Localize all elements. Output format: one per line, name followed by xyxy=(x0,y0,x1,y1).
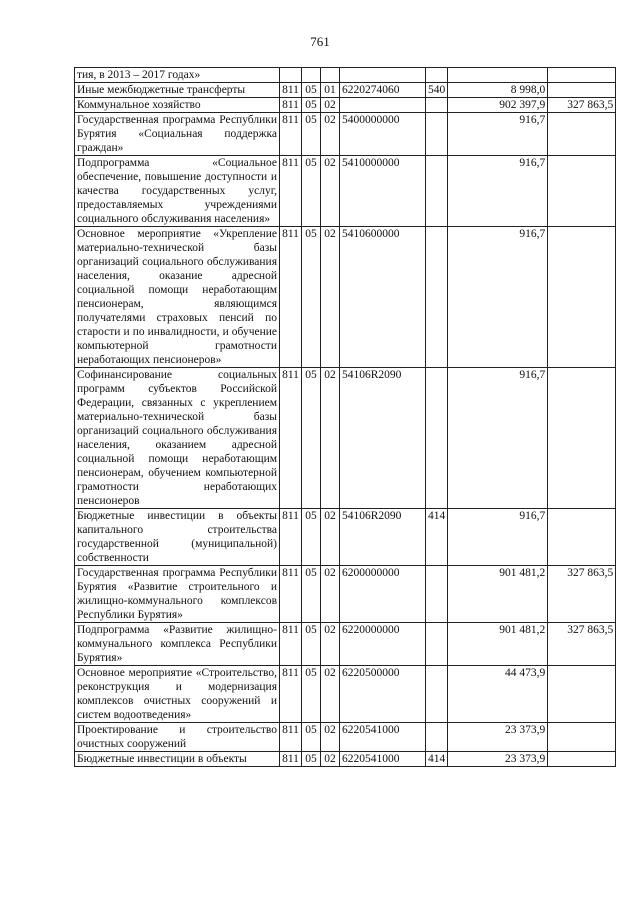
target-article-cell: 6220274060 xyxy=(340,83,426,98)
amount-year1-cell: 916,7 xyxy=(448,227,548,368)
section-code-cell xyxy=(302,68,321,83)
ved-code-cell: 811 xyxy=(280,83,302,98)
ved-code-cell: 811 xyxy=(280,113,302,156)
row-name-cell: Основное мероприятие «Строительство, реконструкция и модернизация комплексов очистных сооружений и систем водоотведения» xyxy=(75,666,280,723)
table-row xyxy=(75,227,616,368)
expense-type-cell xyxy=(426,156,448,227)
target-article-cell: 6220000000 xyxy=(340,623,426,666)
target-article-cell: 6220541000 xyxy=(340,723,426,752)
amount-year2-cell xyxy=(548,68,616,83)
subsection-code-cell: 02 xyxy=(321,227,340,368)
row-name-cell: тия, в 2013 – 2017 годах» xyxy=(75,68,280,83)
target-article-cell xyxy=(340,68,426,83)
amount-year1-cell: 916,7 xyxy=(448,368,548,509)
ved-code-cell: 811 xyxy=(280,723,302,752)
subsection-code-cell: 02 xyxy=(321,509,340,566)
amount-year1-cell: 8 998,0 xyxy=(448,83,548,98)
ved-code-cell: 811 xyxy=(280,623,302,666)
row-name-cell: Основное мероприятие «Укрепление материально-технической базы организаций социального обслуживания населения, оказание адресной социальной помощи неработающим пенсионерам, являющимся получателями страховых пенсий по старости и по инвалидности, и обучение компьютерной грамотности неработающих пенсионеров» xyxy=(75,227,280,368)
target-article-cell xyxy=(340,98,426,113)
amount-year1-cell: 916,7 xyxy=(448,156,548,227)
table-row xyxy=(75,723,616,752)
subsection-code-cell: 02 xyxy=(321,113,340,156)
amount-year1-cell: 44 473,9 xyxy=(448,666,548,723)
table-row xyxy=(75,666,616,723)
row-name-cell: Государственная программа Республики Бурятия «Социальная поддержка граждан» xyxy=(75,113,280,156)
amount-year1-cell: 916,7 xyxy=(448,509,548,566)
expense-type-cell xyxy=(426,227,448,368)
expense-type-cell xyxy=(426,566,448,623)
section-code-cell: 05 xyxy=(302,623,321,666)
ved-code-cell: 811 xyxy=(280,509,302,566)
amount-year2-cell: 327 863,5 xyxy=(548,566,616,623)
amount-year2-cell xyxy=(548,723,616,752)
section-code-cell: 05 xyxy=(302,227,321,368)
ved-code-cell: 811 xyxy=(280,566,302,623)
subsection-code-cell: 02 xyxy=(321,723,340,752)
row-name-cell: Иные межбюджетные трансферты xyxy=(75,83,280,98)
amount-year2-cell xyxy=(548,509,616,566)
section-code-cell: 05 xyxy=(302,368,321,509)
table-row xyxy=(75,68,616,83)
subsection-code-cell: 02 xyxy=(321,368,340,509)
expense-type-cell xyxy=(426,723,448,752)
row-name-cell: Бюджетные инвестиции в объекты xyxy=(75,752,280,767)
expense-type-cell: 414 xyxy=(426,509,448,566)
section-code-cell: 05 xyxy=(302,723,321,752)
target-article-cell: 5410000000 xyxy=(340,156,426,227)
subsection-code-cell xyxy=(321,68,340,83)
amount-year2-cell xyxy=(548,227,616,368)
amount-year2-cell xyxy=(548,368,616,509)
ved-code-cell: 811 xyxy=(280,752,302,767)
amount-year1-cell: 23 373,9 xyxy=(448,723,548,752)
expense-type-cell: 540 xyxy=(426,83,448,98)
target-article-cell: 6220500000 xyxy=(340,666,426,723)
section-code-cell: 05 xyxy=(302,509,321,566)
subsection-code-cell: 02 xyxy=(321,156,340,227)
ved-code-cell: 811 xyxy=(280,666,302,723)
section-code-cell: 05 xyxy=(302,666,321,723)
section-code-cell: 05 xyxy=(302,156,321,227)
subsection-code-cell: 02 xyxy=(321,566,340,623)
section-code-cell: 05 xyxy=(302,98,321,113)
amount-year1-cell: 901 481,2 xyxy=(448,623,548,666)
amount-year2-cell xyxy=(548,83,616,98)
row-name-cell: Подпрограмма «Развитие жилищно-коммунального комплекса Республики Бурятия» xyxy=(75,623,280,666)
subsection-code-cell: 02 xyxy=(321,623,340,666)
target-article-cell: 54106R2090 xyxy=(340,509,426,566)
ved-code-cell: 811 xyxy=(280,368,302,509)
amount-year1-cell: 916,7 xyxy=(448,113,548,156)
row-name-cell: Подпрограмма «Социальное обеспечение, повышение доступности и качества государственных услуг, предоставляемых учреждениями социального обслуживания населения» xyxy=(75,156,280,227)
target-article-cell: 54106R2090 xyxy=(340,368,426,509)
budget-table xyxy=(74,67,616,767)
table-row xyxy=(75,623,616,666)
row-name-cell: Проектирование и строительство очистных сооружений xyxy=(75,723,280,752)
subsection-code-cell: 02 xyxy=(321,98,340,113)
expense-type-cell xyxy=(426,113,448,156)
table-row xyxy=(75,113,616,156)
table-row xyxy=(75,368,616,509)
page-number: 761 xyxy=(310,34,330,49)
ved-code-cell: 811 xyxy=(280,156,302,227)
expense-type-cell xyxy=(426,98,448,113)
amount-year2-cell: 327 863,5 xyxy=(548,98,616,113)
amount-year2-cell xyxy=(548,752,616,767)
amount-year1-cell: 902 397,9 xyxy=(448,98,548,113)
section-code-cell: 05 xyxy=(302,113,321,156)
table-row xyxy=(75,156,616,227)
table-row xyxy=(75,509,616,566)
expense-type-cell xyxy=(426,368,448,509)
subsection-code-cell: 02 xyxy=(321,666,340,723)
expense-type-cell: 414 xyxy=(426,752,448,767)
subsection-code-cell: 01 xyxy=(321,83,340,98)
amount-year1-cell: 901 481,2 xyxy=(448,566,548,623)
ved-code-cell: 811 xyxy=(280,98,302,113)
amount-year2-cell xyxy=(548,113,616,156)
target-article-cell: 5400000000 xyxy=(340,113,426,156)
row-name-cell: Бюджетные инвестиции в объекты капитального строительства государственной (муниципальной) собственности xyxy=(75,509,280,566)
section-code-cell: 05 xyxy=(302,752,321,767)
amount-year2-cell xyxy=(548,666,616,723)
row-name-cell: Коммунальное хозяйство xyxy=(75,98,280,113)
target-article-cell: 6220541000 xyxy=(340,752,426,767)
row-name-cell: Софинансирование социальных программ субъектов Российской Федерации, связанных с укреплением материально-технической базы организаций социального обслуживания населения, оказанием адресной социальной помощи неработающим пенсионерам, обучением компьютерной грамотности неработающих пенсионеров xyxy=(75,368,280,509)
table-row xyxy=(75,752,616,767)
expense-type-cell xyxy=(426,623,448,666)
amount-year1-cell: 23 373,9 xyxy=(448,752,548,767)
table-row xyxy=(75,83,616,98)
section-code-cell: 05 xyxy=(302,566,321,623)
amount-year2-cell xyxy=(548,156,616,227)
ved-code-cell xyxy=(280,68,302,83)
row-name-cell: Государственная программа Республики Бурятия «Развитие строительного и жилищно-коммунального комплексов Республики Бурятия» xyxy=(75,566,280,623)
target-article-cell: 5410600000 xyxy=(340,227,426,368)
section-code-cell: 05 xyxy=(302,83,321,98)
table-row xyxy=(75,566,616,623)
target-article-cell: 6200000000 xyxy=(340,566,426,623)
expense-type-cell xyxy=(426,68,448,83)
amount-year1-cell xyxy=(448,68,548,83)
table-row xyxy=(75,98,616,113)
expense-type-cell xyxy=(426,666,448,723)
subsection-code-cell: 02 xyxy=(321,752,340,767)
amount-year2-cell: 327 863,5 xyxy=(548,623,616,666)
ved-code-cell: 811 xyxy=(280,227,302,368)
